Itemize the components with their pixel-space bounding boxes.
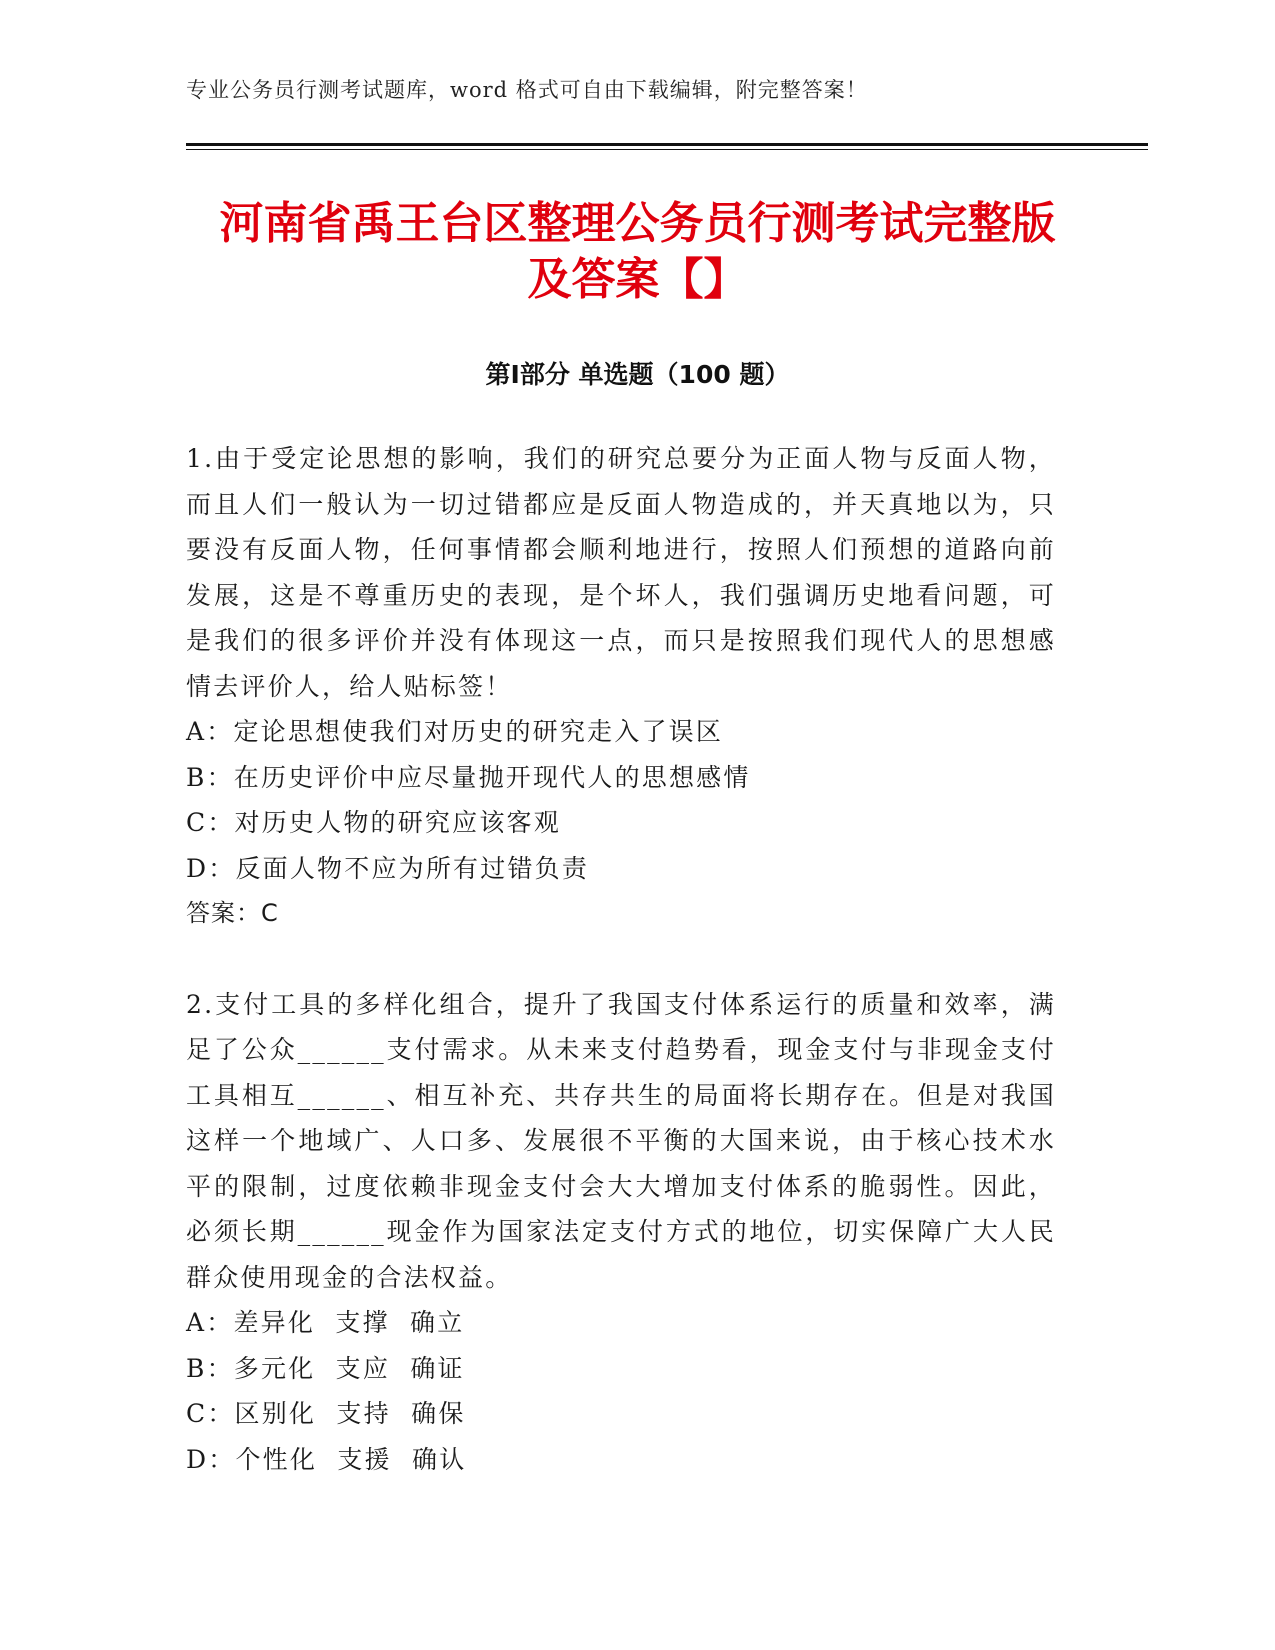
option-a: A：差异化 支撑 确立: [186, 1308, 465, 1337]
header-rule-thin: [186, 149, 1148, 150]
option-c: C：对历史人物的研究应该客观: [186, 808, 561, 837]
answer-line: 答案：C: [186, 899, 279, 927]
question-stem: 1.由于受定论思想的影响，我们的研究总要分为正面人物与反面人物，而且人们一般认为一切过错都应是反面人物造成的，并天真地以为，只要没有反面人物，任何事情都会顺利地进行，按照人们预想的道路向前发展，这是不尊重历史的表现，是个坏人，我们强调历史地看问题，可是我们的很多评价并没有体现这一点，而只是按照我们现代人的思想感情去评价人，给人贴标签！: [186, 444, 1056, 701]
option-a: A：定论思想使我们对历史的研究走入了误区: [186, 717, 724, 746]
option-b: B：在历史评价中应尽量抛开现代人的思想感情: [186, 762, 751, 792]
document-title-line-1: 河南省禹王台区整理公务员行测考试完整版: [219, 198, 1056, 249]
document-title-line-2: 及答案【】: [527, 254, 748, 305]
question-stem: 2.支付工具的多样化组合，提升了我国支付体系运行的质量和效率，满足了公众______支付需求。从未来支付趋势看，现金支付与非现金支付工具相互______、相互补充、共存共生的局面将长期存在。但是对我国这样一个地域广、人口多、发展很不平衡的大国来说，由于核心技术水平的限制，过度依赖非现金支付会大大增加支付体系的脆弱性。因此，必须长期______现金作为国家法定支付方式的地位，切实保障广大人民群众使用现金的合法权益。: [186, 989, 1056, 1292]
section-title: 第Ⅰ部分 单选题（100 题）: [485, 360, 790, 389]
header-note: 专业公务员行测考试题库，word 格式可自由下载编辑，附完整答案！: [186, 78, 868, 102]
header-rule-thick: [186, 143, 1148, 146]
question-list: [186, 436, 1056, 1527]
question-1: [186, 436, 1056, 937]
option-d: D：个性化 支援 确认: [186, 1444, 467, 1474]
option-b: B：多元化 支应 确证: [186, 1353, 465, 1383]
document-title: [150, 196, 1125, 308]
option-c: C：区别化 支持 确保: [186, 1399, 466, 1428]
question-2: [186, 982, 1056, 1483]
option-d: D：反面人物不应为所有过错负责: [186, 853, 590, 883]
